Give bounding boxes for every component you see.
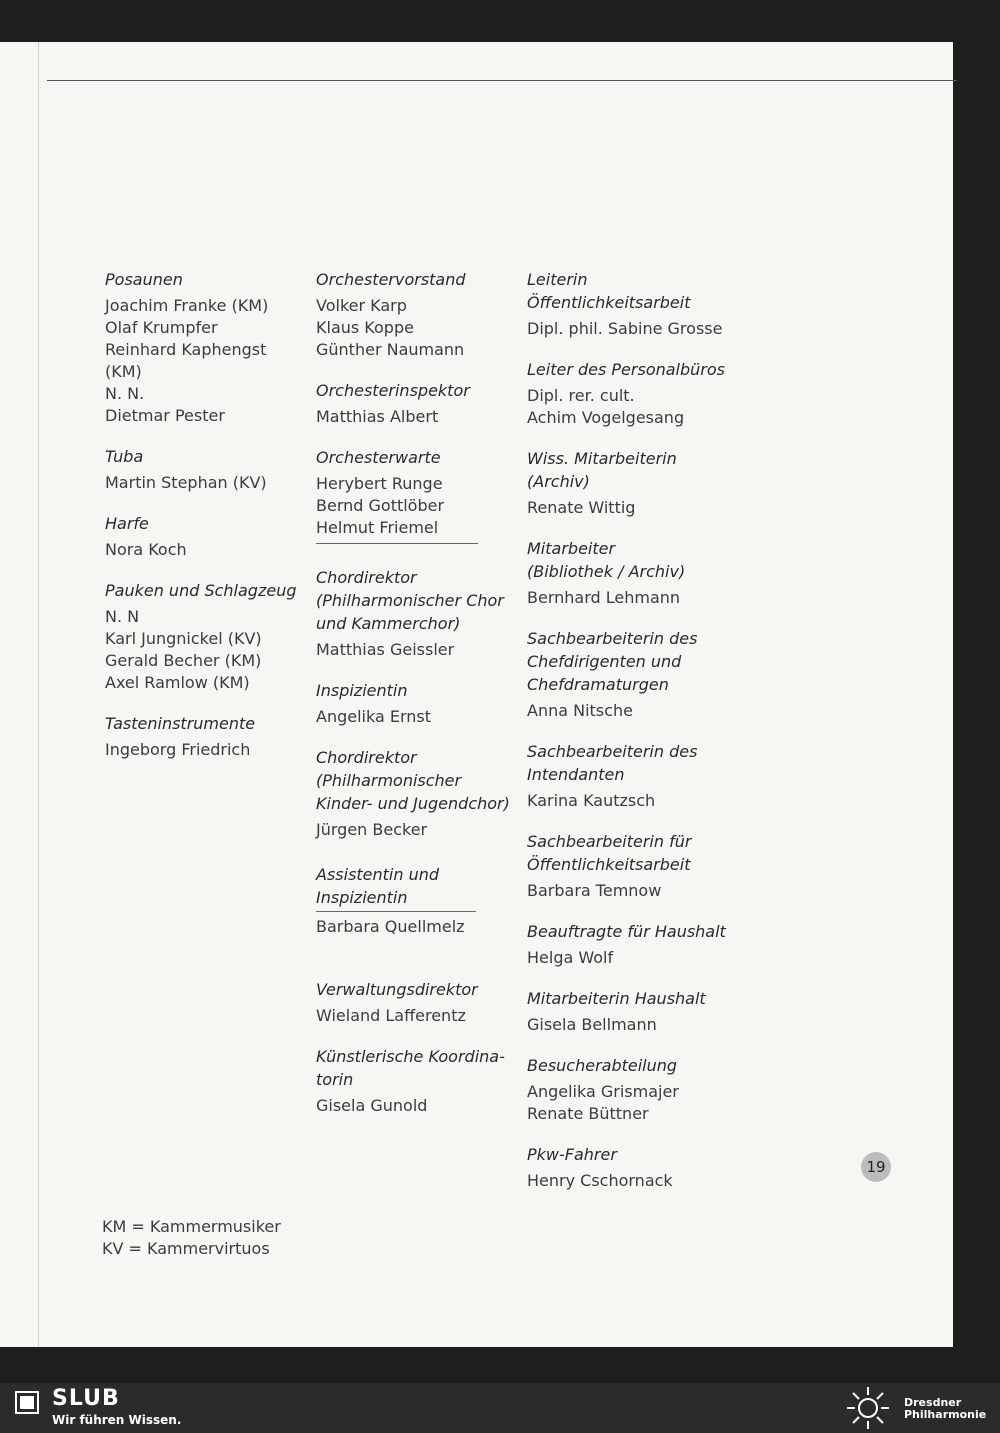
member-name: Nora Koch	[105, 540, 187, 559]
dresdner-philharmonie-logo-icon	[842, 1385, 894, 1431]
section-heading: Sachbearbeiterin des	[527, 629, 698, 648]
member-name: Axel Ramlow (KM)	[105, 673, 250, 692]
section-heading: Tuba	[105, 447, 144, 466]
section-heading: Pauken und Schlagzeug	[105, 581, 297, 600]
section-posaunen	[105, 268, 305, 427]
page-number: 19	[861, 1152, 891, 1182]
member-name: Bernhard Lehmann	[527, 588, 681, 607]
member-name: Henry Cschornack	[527, 1171, 673, 1190]
section-wiss-mitarbeiterin	[527, 447, 742, 519]
section-heading: Inspizientin	[316, 681, 408, 700]
section-heading: Verwaltungsdirektor	[316, 980, 478, 999]
section-heading: Leiter des Personalbüros	[527, 360, 725, 379]
section-heading: Sachbearbeiterin des	[527, 742, 698, 761]
section-heading: Orchesterinspektor	[316, 381, 470, 400]
section-heading: Chordirektor	[316, 568, 417, 587]
section-tasteninstrumente	[105, 712, 305, 761]
slub-logo-icon	[14, 1389, 40, 1415]
header-rule	[47, 80, 957, 81]
partner-name-line1: Dresdner	[904, 1396, 962, 1409]
section-orchesterinspektor	[316, 379, 516, 428]
member-name: Dipl. rer. cult.	[527, 386, 635, 405]
section-heading: und Kammerchor)	[316, 614, 461, 633]
member-name: Karl Jungnickel (KV)	[105, 629, 262, 648]
legend-entry: KM = Kammermusiker	[102, 1217, 281, 1236]
member-name: Gisela Gunold	[316, 1096, 428, 1115]
member-name: Gerald Becher (KM)	[105, 651, 262, 670]
member-name: Karina Kautzsch	[527, 791, 656, 810]
member-name: Wieland Lafferentz	[316, 1006, 466, 1025]
section-pauken	[105, 579, 305, 694]
abbreviation-legend	[102, 1216, 281, 1260]
member-name: Matthias Geissler	[316, 640, 455, 659]
section-heading: Chefdirigenten und	[527, 652, 682, 671]
member-name: N. N.	[105, 384, 145, 403]
legend-entry: KV = Kammervirtuos	[102, 1239, 270, 1258]
member-name: Dietmar Pester	[105, 406, 225, 425]
section-mitarbeiterin-haushalt	[527, 987, 742, 1036]
member-name: Jürgen Becker	[316, 820, 428, 839]
section-leiterin-oeffentlichkeitsarbeit	[527, 268, 742, 340]
section-heading: Orchesterwarte	[316, 448, 441, 467]
section-beauftragte-haushalt	[527, 920, 742, 969]
member-name: Angelika Ernst	[316, 707, 432, 726]
partner-name	[904, 1397, 986, 1421]
section-heading: Posaunen	[105, 270, 183, 289]
section-heading: Wiss. Mitarbeiterin	[527, 449, 677, 468]
section-heading: Chefdramaturgen	[527, 675, 669, 694]
section-orchestervorstand	[316, 268, 516, 361]
section-heading: torin	[316, 1070, 354, 1089]
member-name: Herybert Runge	[316, 474, 443, 493]
section-chordirektor-chor	[316, 566, 516, 661]
section-heading: (Bibliothek / Archiv)	[527, 562, 686, 581]
slub-tagline: Wir führen Wissen.	[52, 1413, 182, 1427]
section-sachbearbeiterin-chefdirigent	[527, 627, 742, 722]
section-divider	[316, 911, 476, 912]
section-heading: Sachbearbeiterin für	[527, 832, 692, 851]
member-name: Barbara Temnow	[527, 881, 662, 900]
section-heading: Besucherabteilung	[527, 1056, 678, 1075]
section-heading: Öffentlichkeitsarbeit	[527, 293, 691, 312]
section-tuba	[105, 445, 305, 494]
section-heading: (Philharmonischer Chor	[316, 591, 504, 610]
section-verwaltungsdirektor	[316, 978, 516, 1027]
section-heading: Beauftragte für Haushalt	[527, 922, 726, 941]
member-name: Barbara Quellmelz	[316, 917, 465, 936]
section-sachbearbeiterin-oeffentlichkeitsarbeit	[527, 830, 742, 902]
section-heading: Kinder- und Jugendchor)	[316, 794, 510, 813]
section-kuenstlerische-koordinatorin	[316, 1045, 516, 1117]
slub-name: SLUB	[52, 1386, 120, 1411]
section-personalbuero	[527, 358, 742, 429]
section-heading: Künstlerische Koordina-	[316, 1047, 505, 1066]
section-divider	[316, 543, 478, 544]
member-name: Dipl. phil. Sabine Grosse	[527, 319, 723, 338]
section-heading: Mitarbeiter	[527, 539, 616, 558]
member-name: Renate Wittig	[527, 498, 636, 517]
member-name: Bernd Gottlöber	[316, 496, 445, 515]
section-heading: (Philharmonischer	[316, 771, 462, 790]
section-heading: Öffentlichkeitsarbeit	[527, 855, 691, 874]
section-heading: Harfe	[105, 514, 149, 533]
partner-name-line2: Philharmonie	[904, 1408, 987, 1421]
section-heading: Leiterin	[527, 270, 588, 289]
member-name: Gisela Bellmann	[527, 1015, 657, 1034]
section-heading: (Archiv)	[527, 472, 590, 491]
member-name: Günther Naumann	[316, 340, 465, 359]
section-sachbearbeiterin-intendant	[527, 740, 742, 812]
section-heading: Orchestervorstand	[316, 270, 466, 289]
member-name: Joachim Franke (KM)	[105, 296, 269, 315]
member-name: Klaus Koppe	[316, 318, 414, 337]
member-name: Olaf Krumpfer	[105, 318, 218, 337]
member-name: Ingeborg Friedrich	[105, 740, 251, 759]
section-heading: Mitarbeiterin Haushalt	[527, 989, 706, 1008]
section-mitarbeiter-bibliothek	[527, 537, 742, 609]
section-orchesterwarte	[316, 446, 516, 539]
section-heading: Inspizientin	[316, 888, 408, 907]
member-name: Renate Büttner	[527, 1104, 649, 1123]
member-name: Achim Vogelgesang	[527, 408, 685, 427]
column-orchestra-staff	[316, 268, 516, 1135]
section-harfe	[105, 512, 305, 561]
member-name: Angelika Grismajer	[527, 1082, 679, 1101]
section-chordirektor-kinderchor	[316, 746, 516, 841]
member-name: Martin Stephan (KV)	[105, 473, 267, 492]
column-instruments	[105, 268, 305, 779]
section-heading: Pkw-Fahrer	[527, 1145, 617, 1164]
column-administration	[527, 268, 742, 1210]
section-heading: Chordirektor	[316, 748, 417, 767]
member-name: Reinhard Kaphengst (KM)	[105, 340, 267, 381]
section-besucherabteilung	[527, 1054, 742, 1125]
section-inspizientin	[316, 679, 516, 728]
page-fold-line	[38, 42, 39, 1347]
section-assistentin	[316, 863, 516, 938]
member-name: Anna Nitsche	[527, 701, 633, 720]
member-name: Helga Wolf	[527, 948, 614, 967]
member-name: N. N	[105, 607, 140, 626]
section-heading: Assistentin und	[316, 865, 440, 884]
member-name: Helmut Friemel	[316, 518, 439, 537]
section-heading: Tasteninstrumente	[105, 714, 256, 733]
section-heading: Intendanten	[527, 765, 625, 784]
member-name: Matthias Albert	[316, 407, 439, 426]
footer-bar	[0, 1383, 1000, 1433]
member-name: Volker Karp	[316, 296, 407, 315]
section-pkw-fahrer	[527, 1143, 742, 1192]
